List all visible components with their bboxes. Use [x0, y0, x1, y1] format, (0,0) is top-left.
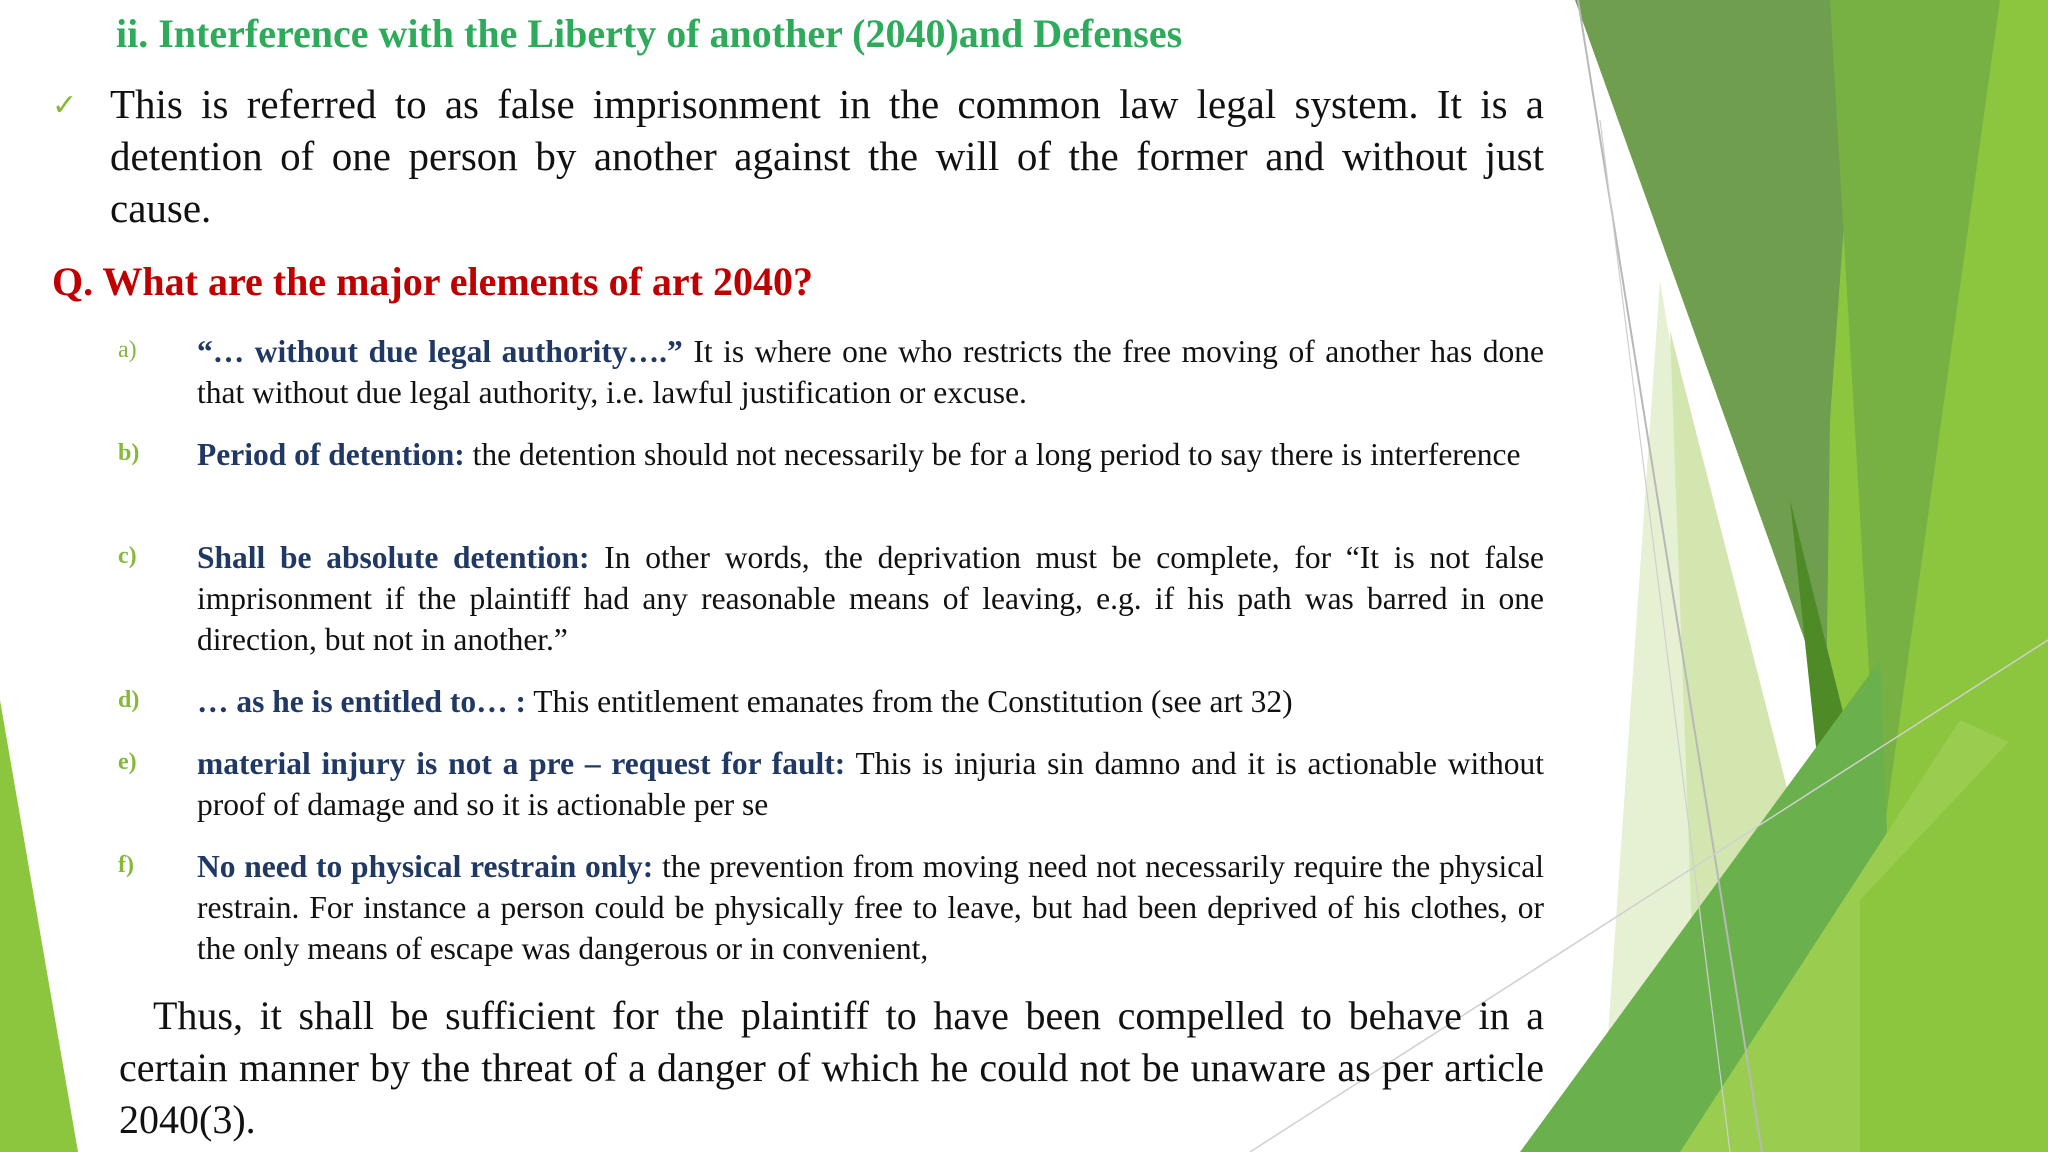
- conclusion-paragraph: Thus, it shall be sufficient for the plaintiff to have been compelled to behave in a certain manner by the threat of a danger of which he could not be unaware as per article 2040(3).: [119, 993, 1544, 1142]
- list-letter: e): [118, 749, 137, 775]
- list-item: [118, 537, 1544, 660]
- checkmark-icon: ✓: [52, 88, 78, 123]
- item-text: This is injuria sin damno and it is actionable without proof of damage and so it is actionable per se: [197, 746, 1544, 822]
- list-item-body: [197, 331, 1544, 413]
- intro-text: This is referred to as false imprisonment in the common law legal system. It is a detention of one person by another against the will of the former and without just cause.: [110, 81, 1544, 231]
- item-lead: “… without due legal authority….”: [197, 334, 683, 369]
- item-text: the prevention from moving need not necessarily require the physical restrain. For instance a person could be physically free to leave, but had been deprived of his clothes, or the only means of escape was dangerous or in convenient,: [197, 849, 1544, 966]
- list-item: [118, 434, 1544, 475]
- item-text: This entitlement emanates from the Constitution (see art 32): [525, 684, 1293, 719]
- list-letter: f): [118, 852, 134, 878]
- list-item-body: [197, 434, 1544, 475]
- list-letter: a): [118, 337, 137, 363]
- list-letter: d): [118, 687, 140, 713]
- item-lead: material injury is not a pre – request for fault:: [197, 746, 846, 781]
- item-text: the detention should not necessarily be for a long period to say there is interference: [464, 437, 1521, 472]
- item-lead: Period of detention:: [197, 437, 465, 472]
- item-text: In other words, the deprivation must be complete, for “It is not false imprisonment if the plaintiff had any reasonable means of leaving, e.g. if his path was barred in one direction, but not in another.”: [197, 540, 1544, 657]
- list-item-body: [197, 846, 1544, 969]
- list-letter: b): [118, 440, 140, 466]
- list-letter: c): [118, 543, 137, 569]
- item-text: It is where one who restricts the free moving of another has done that without due legal authority, i.e. lawful justification or excuse.: [197, 334, 1544, 410]
- question-heading: Q. What are the major elements of art 2040?: [52, 259, 813, 304]
- item-lead: Shall be absolute detention:: [197, 540, 590, 575]
- list-item-body: [197, 681, 1544, 722]
- list-item: [118, 681, 1544, 722]
- item-lead: … as he is entitled to… :: [197, 684, 526, 719]
- list-item-body: [197, 743, 1544, 825]
- list-item: [118, 846, 1544, 969]
- list-item-body: [197, 537, 1544, 660]
- list-item: [118, 331, 1544, 413]
- slide-title: ii. Interference with the Liberty of another (2040)and Defenses: [116, 11, 1183, 56]
- item-lead: No need to physical restrain only:: [197, 849, 654, 884]
- list-item: [118, 743, 1544, 825]
